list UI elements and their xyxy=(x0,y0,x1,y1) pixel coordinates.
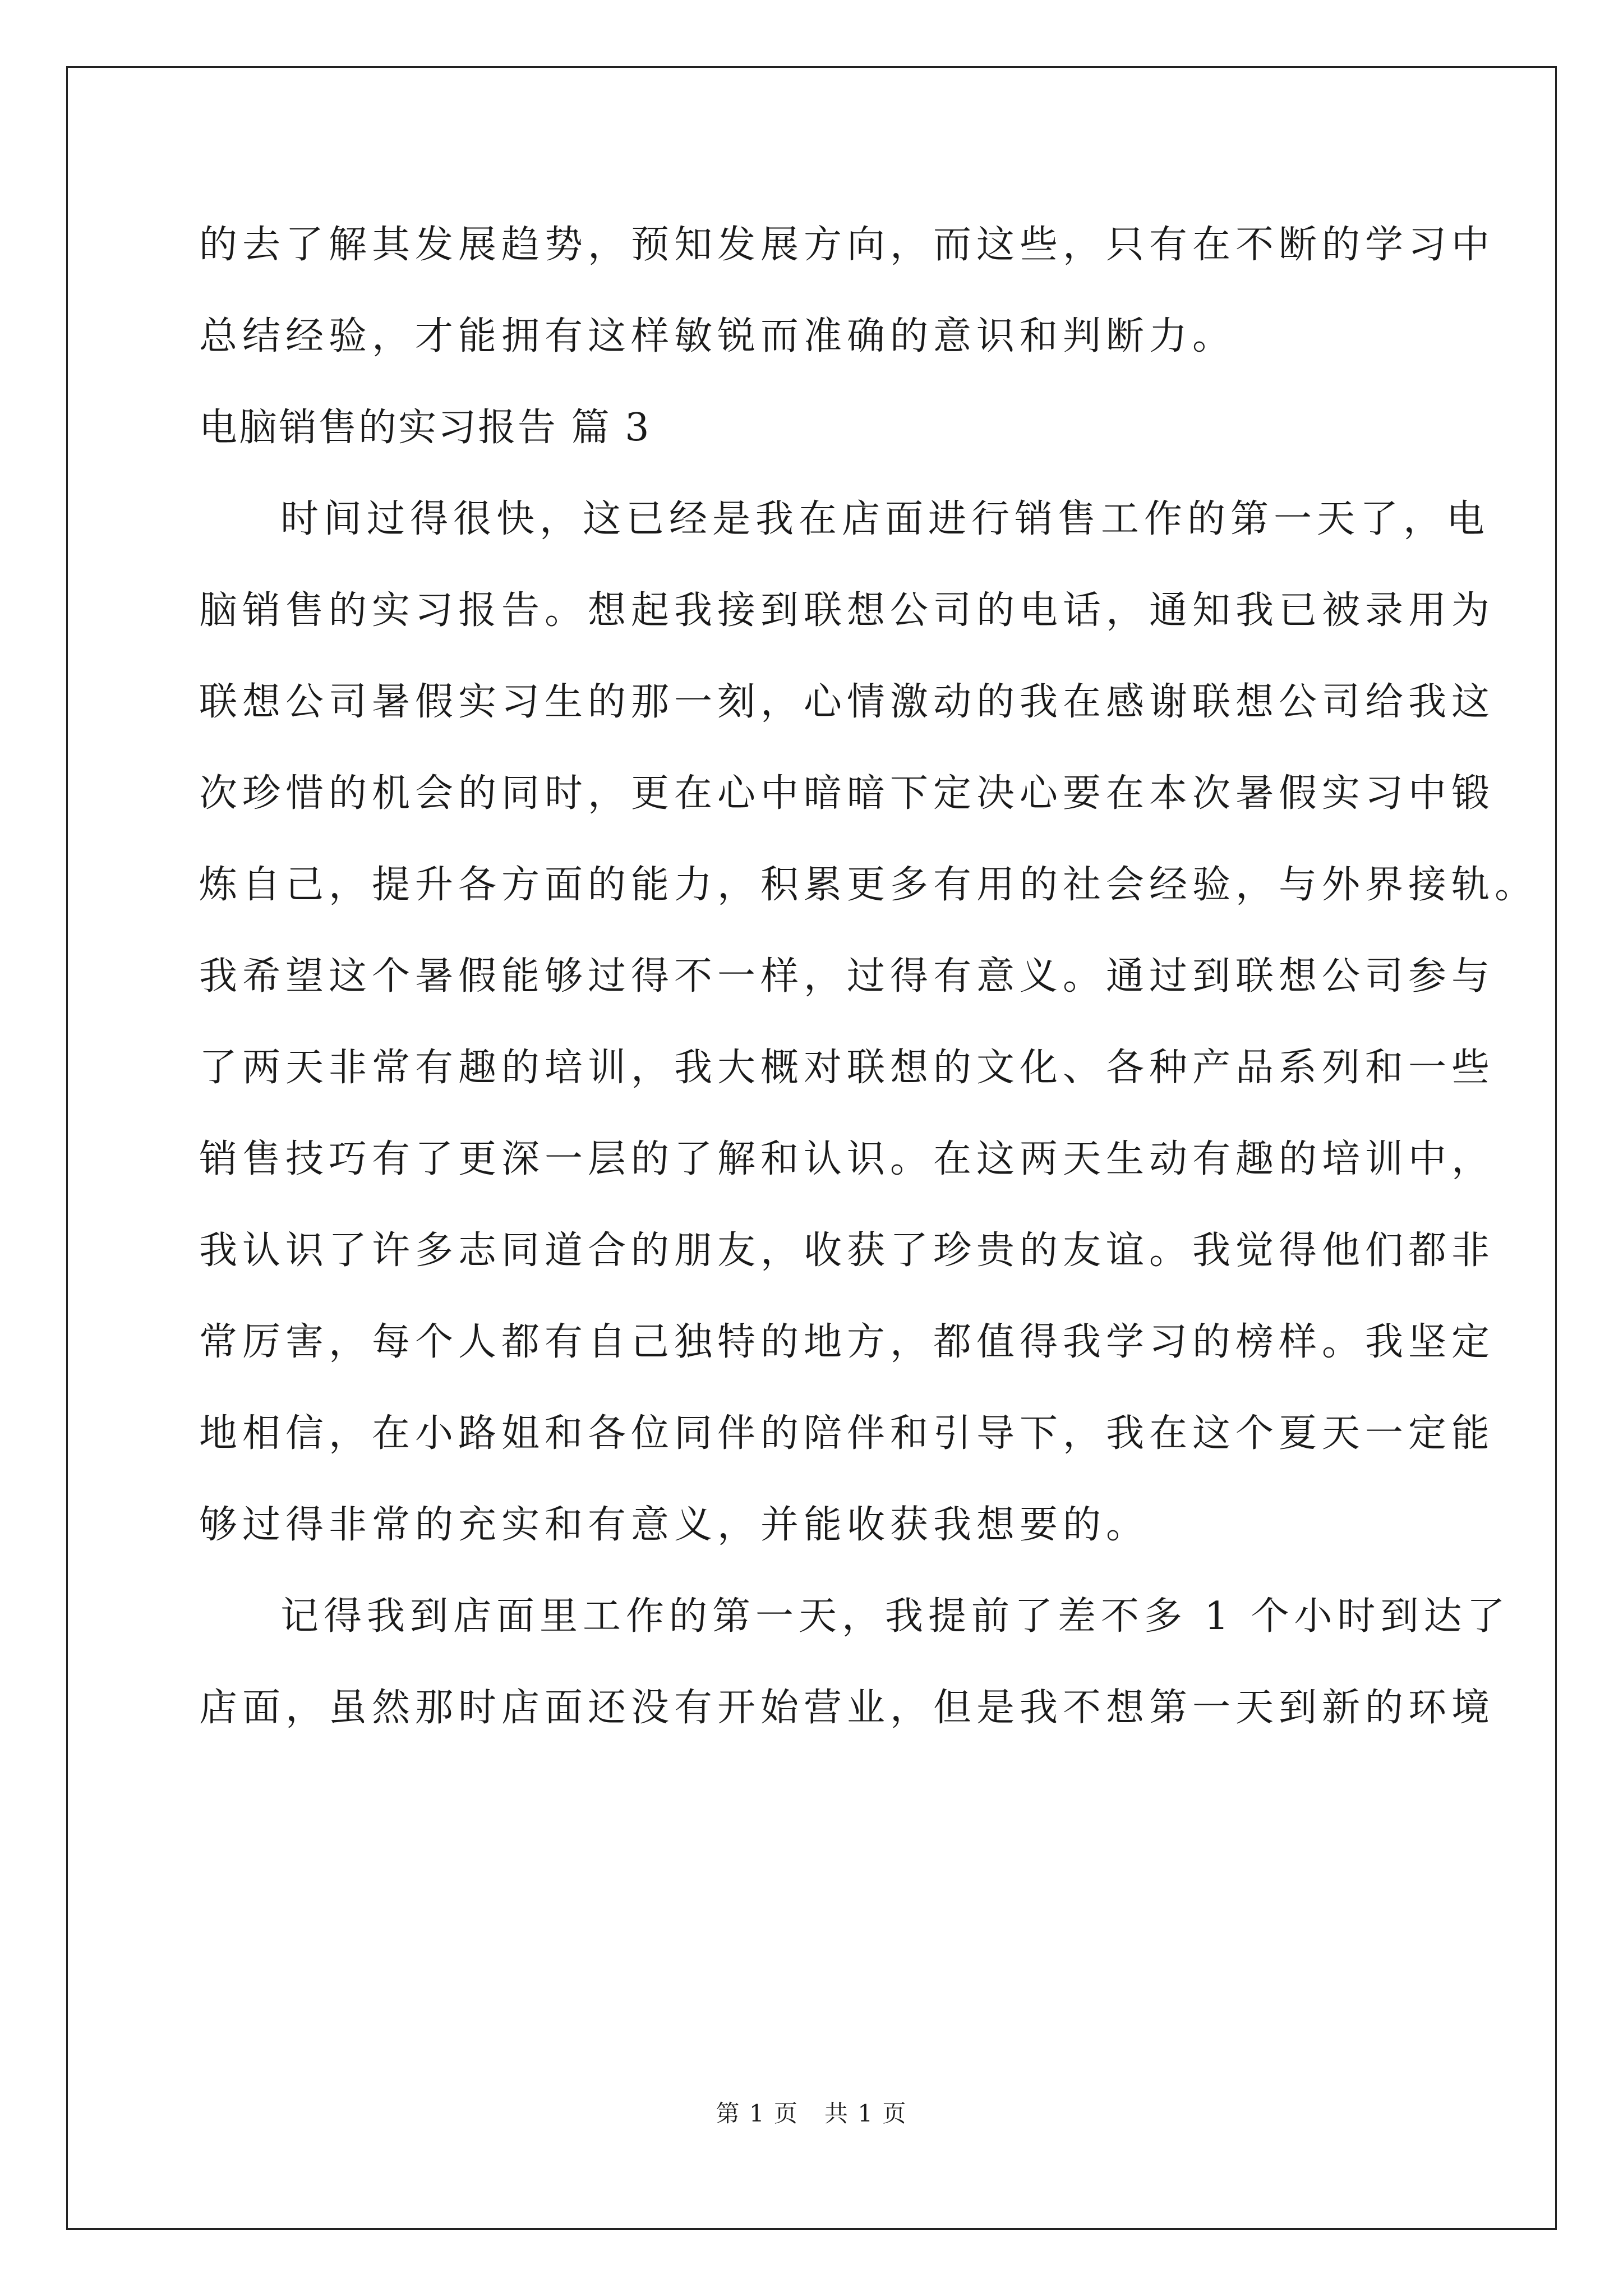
document-body xyxy=(199,199,1538,1754)
paragraph-line: 次珍惜的机会的同时，更在心中暗暗下定决心要在本次暑假实习中锻 xyxy=(199,771,1495,816)
paragraph-line: 总结经验，才能拥有这样敏锐而准确的意识和判断力。 xyxy=(199,314,1236,358)
paragraph-line: 地相信，在小路姐和各位同伴的陪伴和引导下，我在这个夏天一定能 xyxy=(199,1411,1495,1456)
paragraph-line: 店面，虽然那时店面还没有开始营业，但是我不想第一天到新的环境 xyxy=(199,1686,1495,1730)
paragraph-line: 常厉害，每个人都有自己独特的地方，都值得我学习的榜样。我坚定 xyxy=(199,1320,1495,1364)
page-footer: 第 1 页 共 1 页 xyxy=(716,2100,907,2127)
paragraph-line: 了两天非常有趣的培训，我大概对联想的文化、各种产品系列和一些 xyxy=(199,1046,1495,1090)
paragraph-line: 炼自己，提升各方面的能力，积累更多有用的社会经验，与外界接轨。 xyxy=(199,863,1538,907)
paragraph-line: 联想公司暑假实习生的那一刻，心情激动的我在感谢联想公司给我这 xyxy=(199,680,1495,724)
paragraph-line: 我希望这个暑假能够过得不一样，过得有意义。通过到联想公司参与 xyxy=(199,954,1495,999)
paragraph-line: 记得我到店面里工作的第一天，我提前了差不多 1 个小时到达了 xyxy=(280,1594,1510,1639)
paragraph-line: 我认识了许多志同道合的朋友，收获了珍贵的友谊。我觉得他们都非 xyxy=(199,1228,1495,1273)
section-heading: 电脑销售的实习报告 篇 3 xyxy=(199,406,651,450)
paragraph-line: 的去了解其发展趋势，预知发展方向，而这些，只有在不断的学习中 xyxy=(199,223,1495,267)
paragraph-line: 销售技巧有了更深一层的了解和认识。在这两天生动有趣的培训中， xyxy=(199,1137,1495,1181)
paragraph-line: 脑销售的实习报告。想起我接到联想公司的电话，通知我已被录用为 xyxy=(199,588,1495,633)
paragraph-line: 时间过得很快，这已经是我在店面进行销售工作的第一天了，电 xyxy=(280,497,1490,541)
paragraph-line: 够过得非常的充实和有意义，并能收获我想要的。 xyxy=(199,1503,1150,1547)
